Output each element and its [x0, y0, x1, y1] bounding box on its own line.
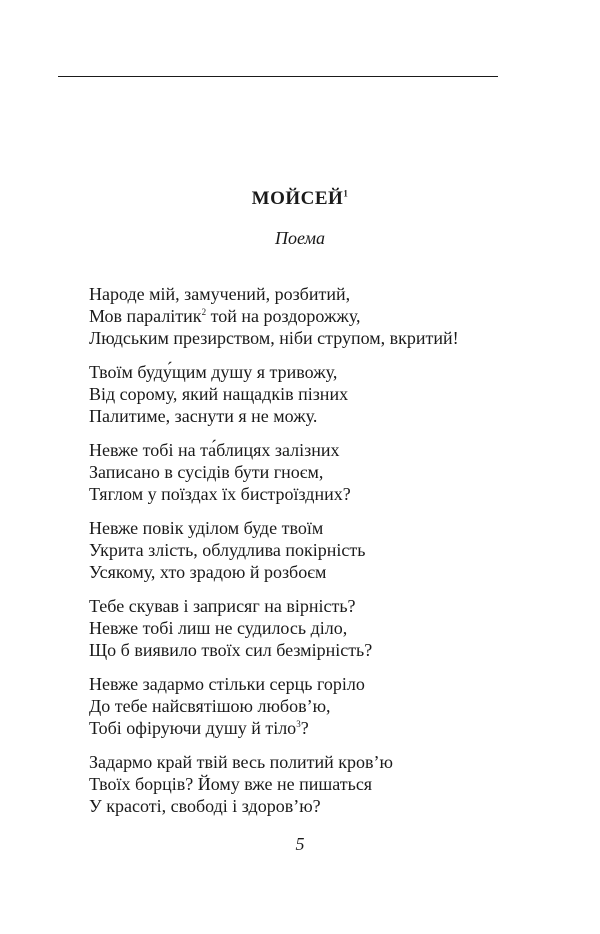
line-text: До тебе найсвятішою любов’ю, [89, 696, 331, 716]
stanza [89, 439, 569, 505]
poem-line [89, 483, 569, 505]
footnote-marker: 3 [296, 719, 301, 729]
stanza [89, 517, 569, 583]
footnote-marker: 2 [201, 307, 207, 317]
poem-line [89, 795, 569, 817]
stanza [89, 595, 569, 661]
poem-line [89, 305, 569, 327]
stanza [89, 751, 569, 817]
poem-line [89, 617, 569, 639]
line-text: Тебе скував і заприсяг на вірність? [89, 596, 356, 616]
poem-line [89, 383, 569, 405]
stanza [89, 283, 569, 349]
poem-line [89, 539, 569, 561]
poem-line [89, 361, 569, 383]
line-text: Невже задармо стільки серць горіло [89, 674, 365, 694]
line-text: Твоїм буду́щим душу я тривожу, [89, 362, 338, 382]
poem-line [89, 283, 569, 305]
poem-line [89, 639, 569, 661]
poem-line [89, 405, 569, 427]
line-text: Твоїх борців? Йому вже не пишаться [89, 774, 373, 794]
poem-line [89, 695, 569, 717]
line-text: Мов паралітик [89, 306, 202, 326]
line-text: Невже тобі лиш не судилось діло, [89, 618, 348, 638]
line-text: Палитиме, заснути я не можу. [89, 406, 318, 426]
poem-line [89, 461, 569, 483]
stanza [89, 673, 569, 739]
line-text-after: той на роздорожжу, [206, 306, 361, 326]
poem-line [89, 595, 569, 617]
poem-line [89, 517, 569, 539]
poem-line [89, 773, 569, 795]
line-text: Тобі офіруючи душу й тіло [89, 718, 297, 738]
line-text: Що б виявило твоїх сил безмірність? [89, 640, 373, 660]
poem-title-text: МОЙСЕЙ [251, 188, 344, 209]
line-text: Усякому, хто зрадою й розбоєм [89, 562, 327, 582]
line-text: Людським презирством, ніби струпом, вкритий! [89, 328, 459, 348]
poem-line [89, 561, 569, 583]
poem-line [89, 673, 569, 695]
page-number: 5 [295, 834, 305, 854]
line-text: Записано в сусідів бути гноєм, [89, 462, 324, 482]
line-text: Укрита злість, облудлива покірність [89, 540, 366, 560]
title-footnote-marker: 1 [343, 188, 349, 199]
poem-line [89, 439, 569, 461]
line-text: Від сорому, який нащадків пізних [89, 384, 349, 404]
line-text-after: ? [300, 718, 309, 738]
line-text: Тяглом у поїздах їх бистроїздних? [89, 484, 351, 504]
poem-subtitle: Поема [274, 228, 326, 248]
top-rule [58, 76, 498, 77]
line-text: Невже тобі на та́блицях залізних [89, 440, 340, 460]
line-text: Невже повік уділом буде твоїм [89, 518, 324, 538]
poem-title [0, 188, 600, 210]
line-text: Народе мій, замучений, розбитий, [89, 284, 351, 304]
poem-line [89, 717, 569, 739]
poem-line [89, 327, 569, 349]
line-text: Задармо край твій весь политий кров’ю [89, 752, 393, 772]
poem-body [89, 283, 569, 829]
line-text: У красоті, свободі і здоров’ю? [89, 796, 321, 816]
poem-line [89, 751, 569, 773]
stanza [89, 361, 569, 427]
